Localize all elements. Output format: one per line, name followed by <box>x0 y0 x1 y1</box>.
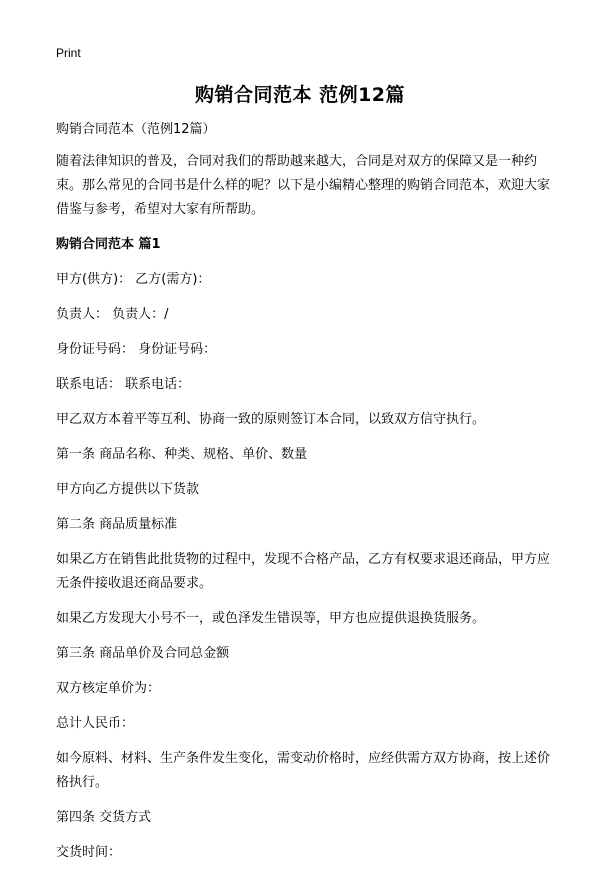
contract-line: 甲方向乙方提供以下货款 <box>56 482 200 497</box>
contract-line: 甲方(供方)： 乙方(需方)： <box>56 272 211 287</box>
contract-line: 交货时间： <box>56 845 122 860</box>
contract-line: 总计人民币： <box>56 716 135 731</box>
document-subtitle: 购销合同范本（范例12篇） <box>56 122 216 137</box>
contract-line: 负责人： 负责人：/ <box>56 307 169 322</box>
print-link[interactable]: Print <box>56 46 81 60</box>
contract-paragraph: 如果乙方发现大小号不一，或色泽发生错误等，甲方也应提供退换货服务。 <box>56 611 486 626</box>
contract-paragraph: 如果乙方在销售此批货物的过程中，发现不合格产品，乙方有权要求退还商品，甲方应无条件接收退还商品要求。 <box>56 552 551 591</box>
clause-heading: 第二条 商品质量标准 <box>56 517 178 532</box>
clause-heading: 第四条 交货方式 <box>56 810 152 825</box>
contract-line: 身份证号码： 身份证号码： <box>56 342 217 357</box>
clause-heading: 第一条 商品名称、种类、规格、单价、数量 <box>56 447 308 462</box>
document-body <box>56 118 556 876</box>
contract-line: 甲乙双方本着平等互利、协商一致的原则签订本合同，以致双方信守执行。 <box>56 412 486 427</box>
section-heading: 购销合同范本 篇1 <box>56 237 161 252</box>
clause-heading: 第三条 商品单价及合同总金额 <box>56 646 230 661</box>
intro-paragraph: 随着法律知识的普及，合同对我们的帮助越来越大，合同是对双方的保障又是一种约束。那么常见的合同书是什么样的呢？以下是小编精心整理的购销合同范本，欢迎大家借鉴与参考，希望对大家有所帮助。 <box>56 154 551 217</box>
contract-line: 双方核定单价为： <box>56 681 161 696</box>
contract-paragraph: 如今原料、材料、生产条件发生变化，需变动价格时，应经供需方双方协商，按上述价格执行。 <box>56 751 551 790</box>
document-title: 购销合同范本 范例12篇 <box>194 84 406 106</box>
contract-line: 联系电话： 联系电话： <box>56 377 191 392</box>
